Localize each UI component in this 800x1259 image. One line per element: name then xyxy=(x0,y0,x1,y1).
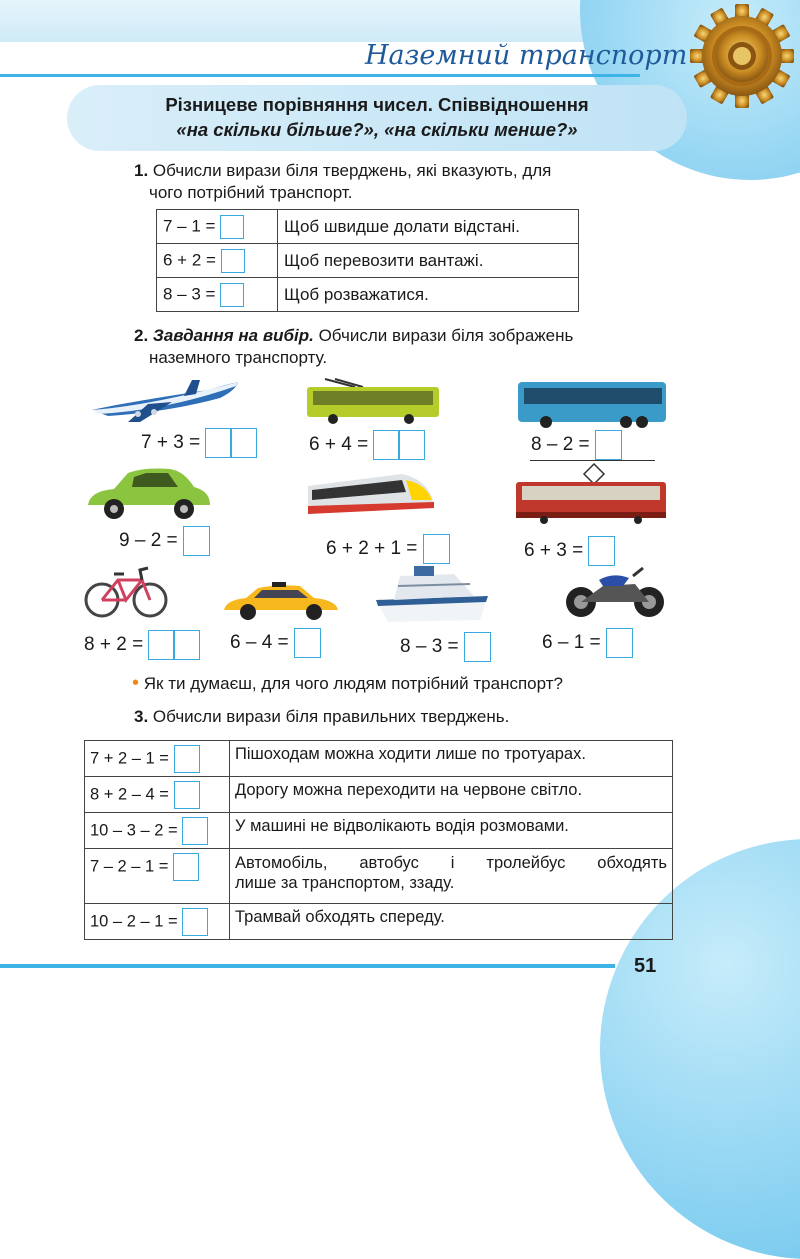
answer-box[interactable] xyxy=(595,430,622,460)
task2-item-trolleybus xyxy=(309,430,425,460)
taxi-icon xyxy=(222,582,340,622)
answer-box[interactable] xyxy=(148,630,200,660)
answer-box[interactable] xyxy=(373,430,425,460)
task2-label: Завдання на вибір. xyxy=(152,326,314,345)
task2-item-car xyxy=(119,526,210,556)
expression: 7 + 2 – 1 = xyxy=(90,749,169,768)
answer-box[interactable] xyxy=(220,283,244,307)
task3-table xyxy=(84,740,673,940)
statement: Щоб розважатися. xyxy=(278,278,579,312)
expression: 7 – 2 – 1 = xyxy=(90,857,169,876)
answer-box[interactable] xyxy=(173,853,199,881)
expression: 6 + 2 = xyxy=(163,249,216,269)
table-row xyxy=(157,210,579,244)
divider xyxy=(530,460,655,461)
task2-line2: наземного транспорту. xyxy=(149,348,328,367)
train-icon xyxy=(306,466,436,522)
statement: Пішоходам можна ходити лише по тротуарах. xyxy=(230,741,673,777)
answer-box[interactable] xyxy=(174,781,200,809)
expression: 6 – 4 = xyxy=(230,632,289,654)
answer-box[interactable] xyxy=(423,534,450,564)
expression: 7 + 3 = xyxy=(141,432,201,454)
answer-box[interactable] xyxy=(183,526,210,556)
tram-icon xyxy=(514,462,668,526)
gear-icon xyxy=(690,4,794,108)
expression: 8 – 3 = xyxy=(163,283,216,303)
statement-line1: Автомобіль, автобус і тролейбус обходять xyxy=(235,854,667,872)
airplane-icon xyxy=(88,376,240,424)
expression: 6 – 1 = xyxy=(542,632,601,654)
lesson-title-line1: Різницеве порівняння чисел. Співвідношення xyxy=(165,94,589,115)
ship-icon xyxy=(374,566,490,624)
task3-line: Обчисли вирази біля правильних тверджень. xyxy=(152,707,510,726)
answer-box[interactable] xyxy=(220,215,244,239)
expression: 8 + 2 = xyxy=(84,634,144,656)
task2-number: 2. xyxy=(134,326,149,345)
statement: Щоб перевозити вантажі. xyxy=(278,244,579,278)
expression: 10 – 2 – 1 = xyxy=(90,912,178,931)
expression: 8 + 2 – 4 = xyxy=(90,785,169,804)
bicycle-icon xyxy=(84,562,168,620)
task1-number: 1. xyxy=(134,161,149,180)
table-row xyxy=(85,904,673,940)
statement: У машині не відволікають водія розмовами. xyxy=(230,813,673,849)
task2-item-bicycle xyxy=(84,630,200,660)
answer-box[interactable] xyxy=(182,908,208,936)
statement: Трамвай обходять спереду. xyxy=(230,904,673,940)
expression: 7 – 1 = xyxy=(163,215,216,235)
table-row xyxy=(157,244,579,278)
expression: 10 – 3 – 2 = xyxy=(90,821,178,840)
lesson-title xyxy=(67,92,687,142)
task1-line2: чого потрібний транспорт. xyxy=(149,183,353,202)
expression: 6 + 3 = xyxy=(524,540,584,562)
task2-item-taxi xyxy=(230,628,321,658)
statement xyxy=(230,849,673,904)
task2-text xyxy=(134,325,679,369)
table-row xyxy=(157,278,579,312)
statement-line2: лише за транспортом, ззаду. xyxy=(235,874,455,892)
table-row xyxy=(85,777,673,813)
answer-box[interactable] xyxy=(464,632,491,662)
answer-box[interactable] xyxy=(182,817,208,845)
task3-number: 3. xyxy=(134,707,149,726)
table-row xyxy=(85,741,673,777)
trolleybus-icon xyxy=(305,377,441,425)
answer-box[interactable] xyxy=(174,745,200,773)
expression: 8 – 3 = xyxy=(400,636,459,658)
page-number: 51 xyxy=(634,955,657,977)
expression: 9 – 2 = xyxy=(119,530,178,552)
table-row xyxy=(85,849,673,904)
task1-text xyxy=(134,160,679,204)
lesson-title-line2: «на скільки більше?», «на скільки менше?» xyxy=(176,119,578,140)
expression: 8 – 2 = xyxy=(531,434,590,456)
task1-table xyxy=(156,209,579,312)
task2-item-ship xyxy=(400,632,491,662)
task1-line1: Обчисли вирази біля тверджень, які вказують, для xyxy=(152,161,552,180)
task2-item-airplane xyxy=(141,428,257,458)
footer-line xyxy=(0,964,615,968)
task2-item-motorcycle xyxy=(542,628,633,658)
bus-icon xyxy=(516,378,668,430)
answer-box[interactable] xyxy=(606,628,633,658)
expression: 6 + 2 + 1 = xyxy=(326,538,418,560)
answer-box[interactable] xyxy=(221,249,245,273)
motorcycle-icon xyxy=(563,562,667,620)
title-underline xyxy=(0,74,640,77)
statement: Дорогу можна переходити на червоне світло. xyxy=(230,777,673,813)
bullet-icon: • xyxy=(132,672,140,694)
question-text: Як ти думаєш, для чого людям потрібний транспорт? xyxy=(143,674,563,693)
task2-line1: Обчисли вирази біля зображень xyxy=(313,326,574,345)
section-title: Наземний транспорт xyxy=(365,40,688,71)
answer-box[interactable] xyxy=(205,428,257,458)
table-row xyxy=(85,813,673,849)
task2-question xyxy=(132,672,563,695)
expression: 6 + 4 = xyxy=(309,434,369,456)
statement: Щоб швидше долати відстані. xyxy=(278,210,579,244)
task2-item-train xyxy=(326,534,450,564)
answer-box[interactable] xyxy=(294,628,321,658)
task3-text xyxy=(134,706,509,728)
car-icon xyxy=(84,465,214,523)
task2-item-bus xyxy=(531,430,622,460)
